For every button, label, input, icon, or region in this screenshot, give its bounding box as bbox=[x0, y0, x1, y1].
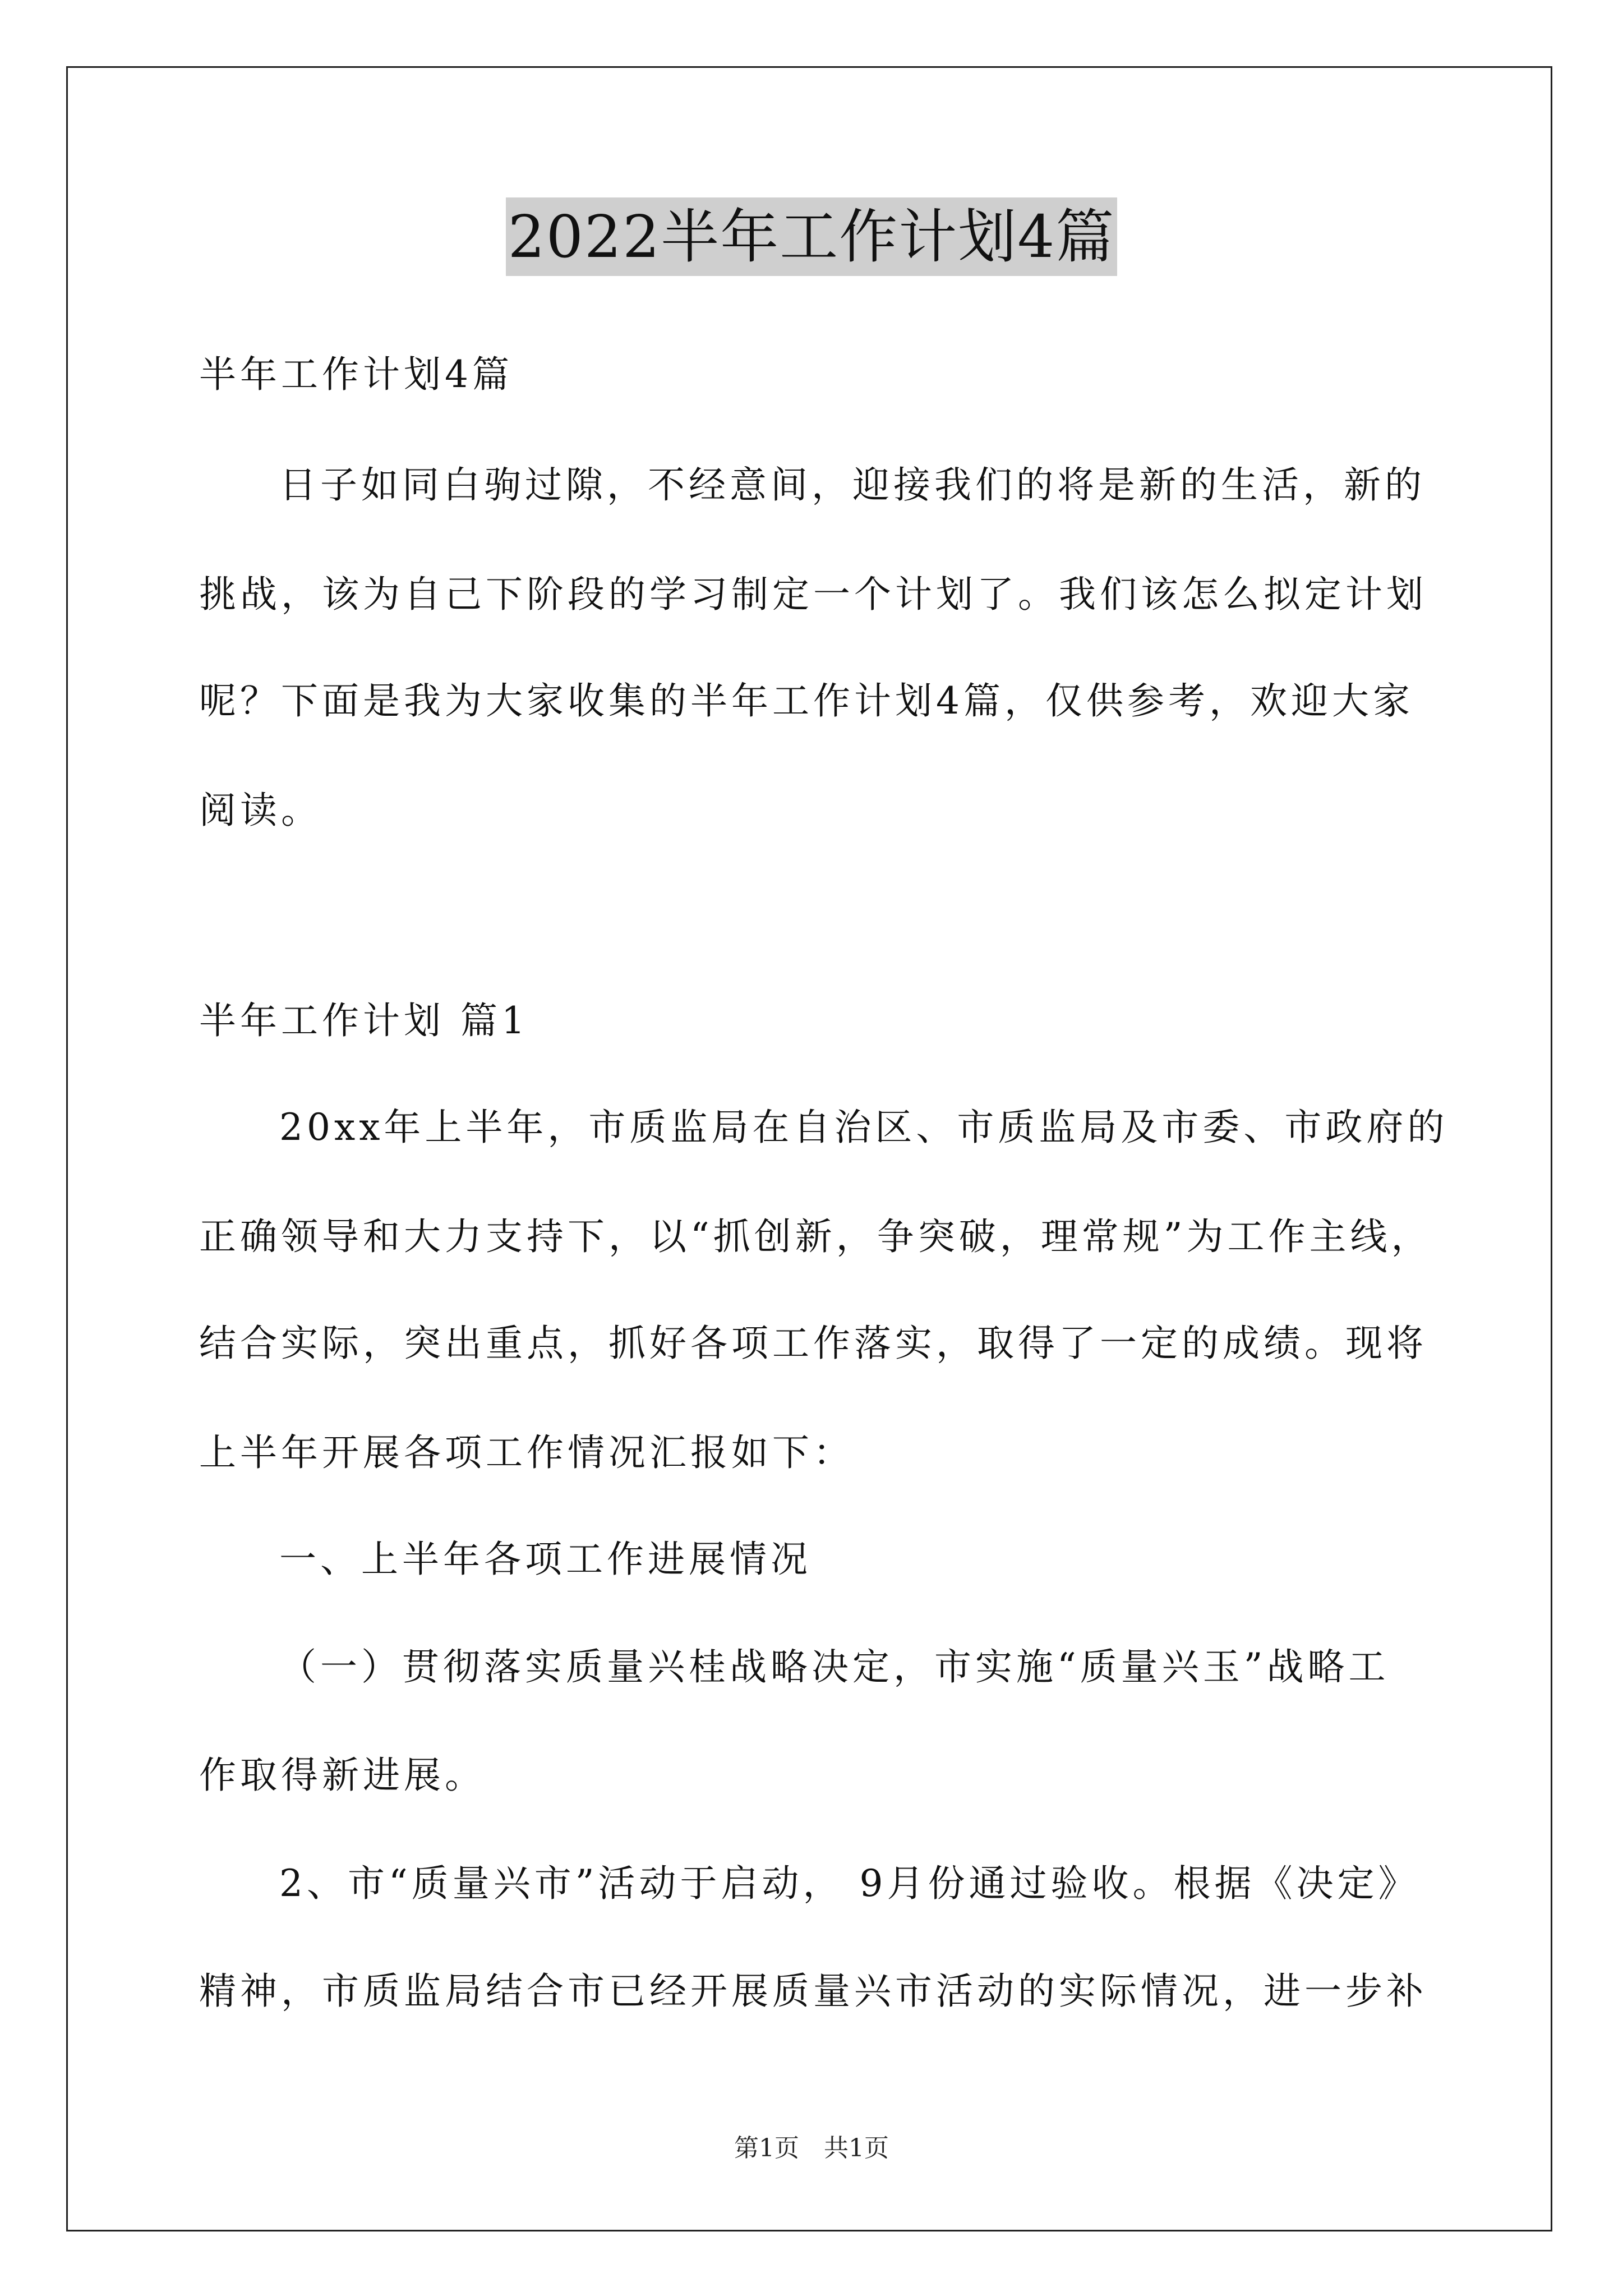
para1-line-2: 正确领导和大力支持下，以“抓创新，争突破，理常规”为工作主线， bbox=[199, 1215, 1432, 1258]
page-footer: 第1页 共1页 bbox=[734, 2134, 889, 2162]
intro-line-3: 呢？下面是我为大家收集的半年工作计划4篇，仅供参考，欢迎大家 bbox=[199, 679, 1414, 723]
document-title: 2022半年工作计划4篇 bbox=[506, 197, 1118, 276]
para1-line-1: 20xx年上半年，市质监局在自治区、市质监局及市委、市政府的 bbox=[279, 1106, 1449, 1149]
para3-line-2: 精神，市质监局结合市已经开展质量兴市活动的实际情况，进一步补 bbox=[199, 1970, 1427, 2013]
para2-line-1: （一）贯彻落实质量兴桂战略决定，市实施“质量兴玉”战略工 bbox=[279, 1645, 1390, 1688]
para1-line-3: 结合实际，突出重点，抓好各项工作落实，取得了一定的成绩。现将 bbox=[199, 1322, 1427, 1365]
para2-line-2: 作取得新进展。 bbox=[199, 1754, 486, 1797]
intro-line-2: 挑战，该为自己下阶段的学习制定一个计划了。我们该怎么拟定计划 bbox=[199, 573, 1427, 616]
para1-line-4: 上半年开展各项工作情况汇报如下： bbox=[199, 1431, 854, 1474]
document-heading: 半年工作计划4篇 bbox=[199, 353, 513, 396]
subheading-1: 一、上半年各项工作进展情况 bbox=[279, 1538, 811, 1581]
para3-line-1: 2、市“质量兴市”活动于启动， 9月份通过验收。根据《决定》 bbox=[279, 1862, 1419, 1905]
section-heading: 半年工作计划 篇1 bbox=[199, 999, 529, 1042]
title-container bbox=[0, 197, 1623, 276]
intro-line-1: 日子如同白驹过隙，不经意间，迎接我们的将是新的生活，新的 bbox=[279, 463, 1426, 507]
intro-line-4: 阅读。 bbox=[199, 789, 322, 832]
